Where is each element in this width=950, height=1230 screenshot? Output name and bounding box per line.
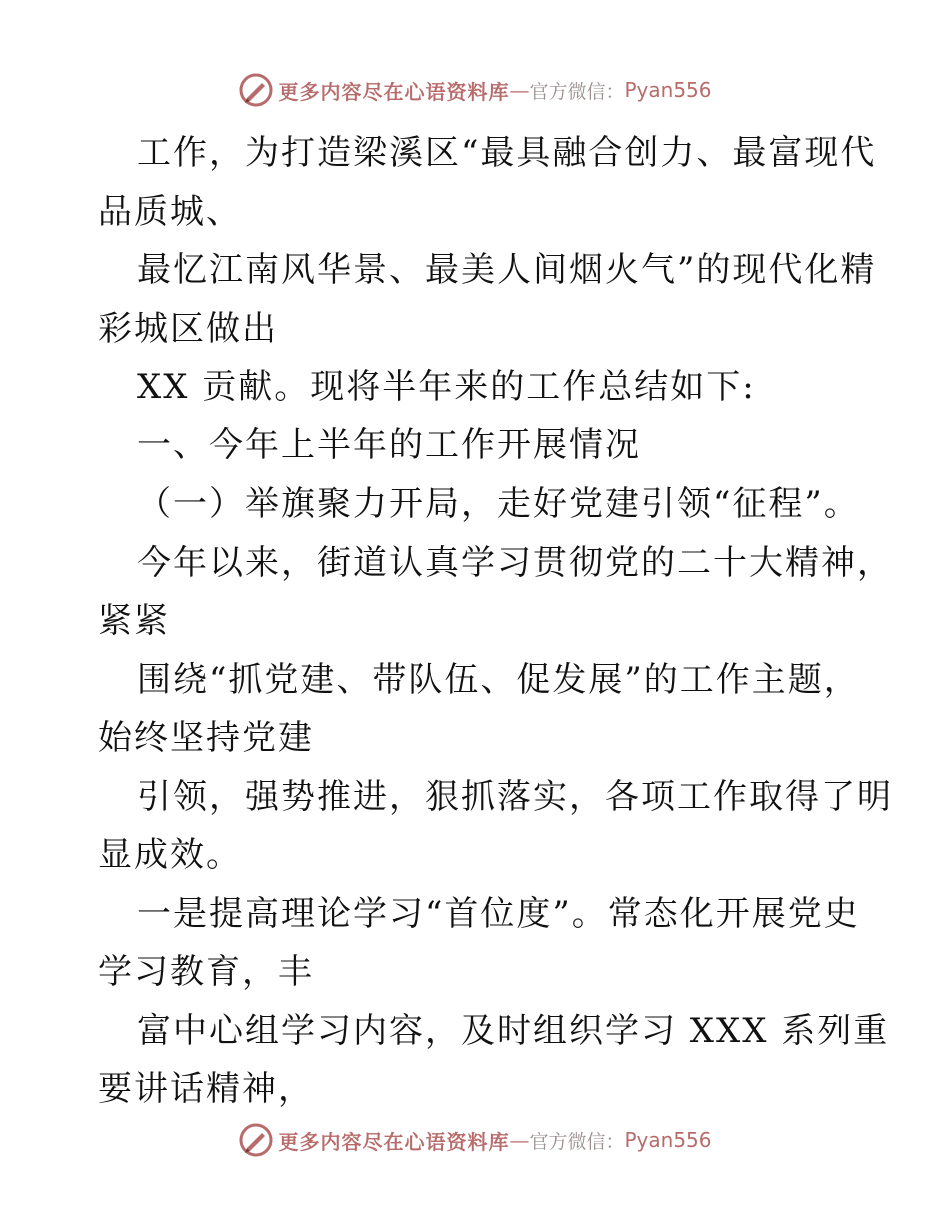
body-line: XX 贡献。现将半年来的工作总结如下:	[137, 367, 756, 407]
watermark-wechat-id: Pyan556	[624, 78, 712, 102]
body-line: 一是提高理论学习“首位度”。常态化开展党史	[137, 894, 860, 934]
body-line: 要讲话精神，	[98, 1069, 314, 1109]
body-line: 学习教育，丰	[98, 952, 314, 992]
body-line: 引领，强势推进，狠抓落实，各项工作取得了明	[137, 777, 893, 817]
watermark-dash: —	[509, 78, 530, 102]
watermark-wechat-label: 官方微信：	[529, 1130, 625, 1153]
body-line: 今年以来，街道认真学习贯彻党的二十大精神，	[137, 543, 893, 583]
subsection-heading: （一）举旗聚力开局，走好党建引领“征程”。	[137, 484, 860, 524]
watermark-brand-text: 更多内容尽在心语资料库	[278, 79, 510, 104]
watermark-wechat-id: Pyan556	[624, 1128, 712, 1152]
body-line: 紧紧	[98, 601, 170, 641]
watermark-brand-text: 更多内容尽在心语资料库	[278, 1129, 510, 1154]
watermark-banner-bottom	[0, 1120, 950, 1160]
watermark-dash: —	[509, 1128, 530, 1152]
body-line: 彩城区做出	[98, 309, 278, 349]
pen-logo-icon	[238, 1122, 274, 1158]
watermark-wechat-label: 官方微信：	[529, 80, 625, 103]
body-line: 工作，为打造梁溪区“最具融合创力、最富现代	[137, 133, 877, 173]
body-line: 品质城、	[98, 192, 242, 232]
body-line: 显成效。	[98, 835, 242, 875]
body-line: 围绕“抓党建、带队伍、促发展”的工作主题，	[137, 660, 860, 700]
body-line: 富中心组学习内容，及时组织学习 XXX 系列重	[137, 1011, 890, 1051]
pen-logo-icon	[238, 72, 274, 108]
body-line: 最忆江南风华景、最美人间烟火气”的现代化精	[137, 250, 877, 290]
body-line: 始终坚持党建	[98, 718, 314, 758]
watermark-banner-top	[0, 70, 950, 110]
section-heading: 一、今年上半年的工作开展情况	[137, 425, 641, 465]
